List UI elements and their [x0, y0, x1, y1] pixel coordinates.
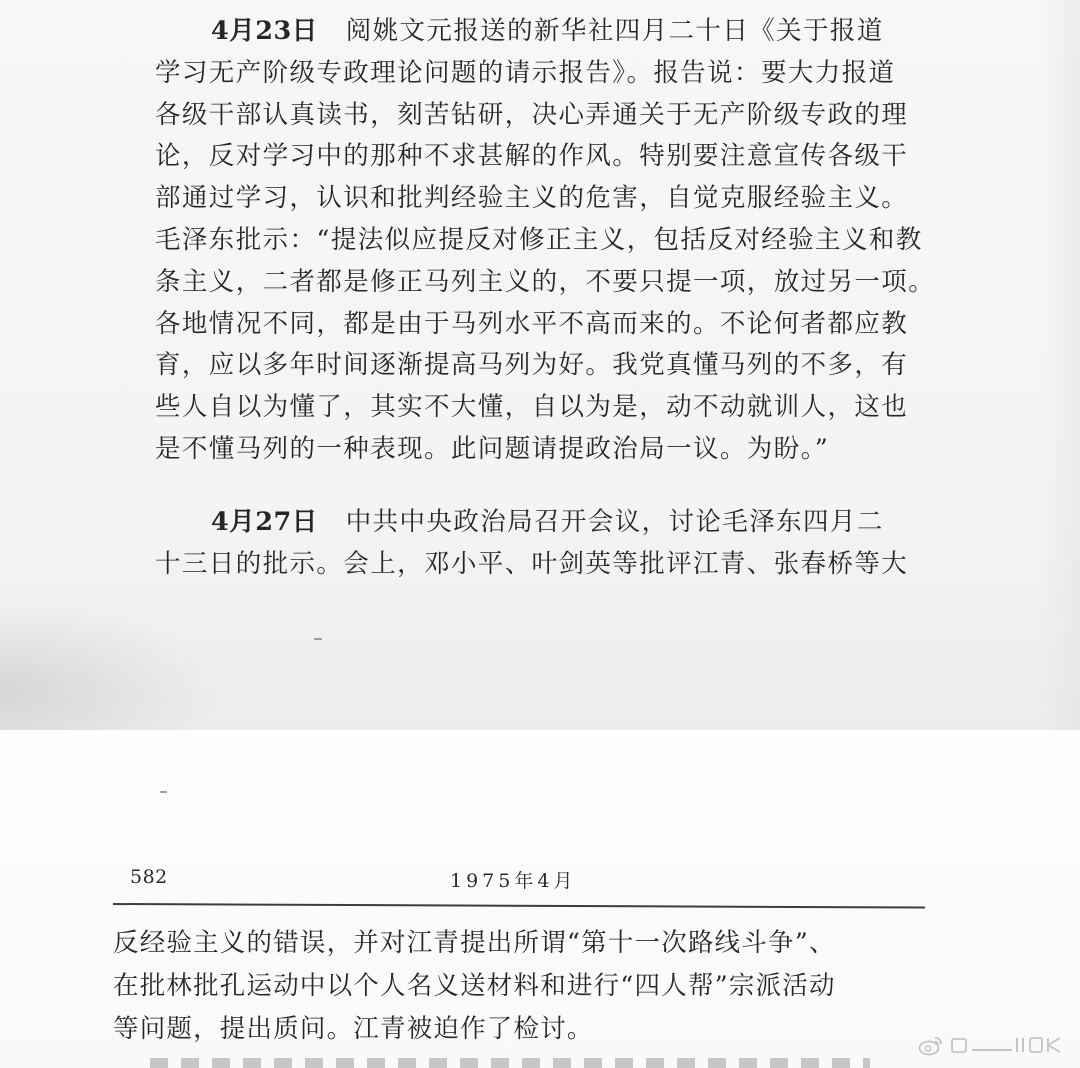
cut-off-text-line [150, 1058, 870, 1068]
entry-text-line: 阅姚文元报送的新华社四月二十日《关于报道 [345, 16, 884, 46]
page-separator [0, 730, 1080, 738]
scan-speck [314, 638, 322, 640]
running-title: 1975年4月 [450, 870, 577, 892]
entry-april-23 [155, 11, 970, 471]
scan-speck [160, 791, 167, 793]
entry-first-line [155, 502, 970, 544]
entry-text-line: 十三日的批示。会上，邓小平、叶剑英等批评江青、张春桥等大 [155, 548, 909, 579]
weibo-logo-icon [918, 1034, 944, 1056]
entry-text-line: 毛泽东批示：“提法似应提反对修正主义，包括反对经验主义和教 [155, 224, 923, 255]
entry-april-27 [155, 502, 970, 586]
entry-date: 4月23日 [211, 16, 318, 46]
entry-date: 4月27日 [211, 507, 318, 537]
page-number: 582 [130, 866, 168, 888]
entry-text-line: 条主义，二者都是修正马列主义的，不要只提一项，放过另一项。 [155, 266, 936, 297]
entry-text-line: 中共中央政治局召开会议，讨论毛泽东四月二 [345, 507, 884, 537]
entry-text-line: 各级干部认真读书，刻苦钻研，决心弄通关于无产阶级专政的理 [155, 99, 909, 130]
running-header [0, 858, 1080, 892]
entry-first-line [155, 11, 970, 53]
entry-text-line: 各地情况不同，都是由于马列水平不高而来的。不论何者都应教 [155, 308, 909, 339]
entry-text-line: 些人自以为懂了，其实不大懂，自以为是，动不动就训人，这也 [155, 392, 909, 423]
watermark [918, 1034, 1070, 1056]
entry-text-line: 学习无产阶级专政理论问题的请示报告》。报告说：要大力报道 [155, 57, 896, 88]
entry-text-line: 部通过学习，认识和批判经验主义的危害，自觉克服经验主义。 [155, 183, 909, 214]
continuation-line: 反经验主义的错误，并对江青提出所谓“第十一次路线斗争”、 [113, 928, 836, 958]
continuation-paragraph [113, 922, 953, 1051]
continuation-line: 等问题，提出质问。江青被迫作了检讨。 [113, 1014, 594, 1044]
entry-text-line: 育，应以多年时间逐渐提高马列为好。我党真懂马列的不多，有 [155, 350, 909, 381]
entry-text-line: 是不懂马列的一种表现。此问题请提政治局一议。为盼。” [155, 433, 830, 464]
continuation-line: 在批林批孔运动中以个人名义送材料和进行“四人帮”宗派活动 [113, 971, 836, 1001]
watermark-handle-icon [950, 1034, 1070, 1056]
entry-text-line: 论，反对学习中的那种不求甚解的作风。特别要注意宣传各级干 [155, 141, 909, 172]
